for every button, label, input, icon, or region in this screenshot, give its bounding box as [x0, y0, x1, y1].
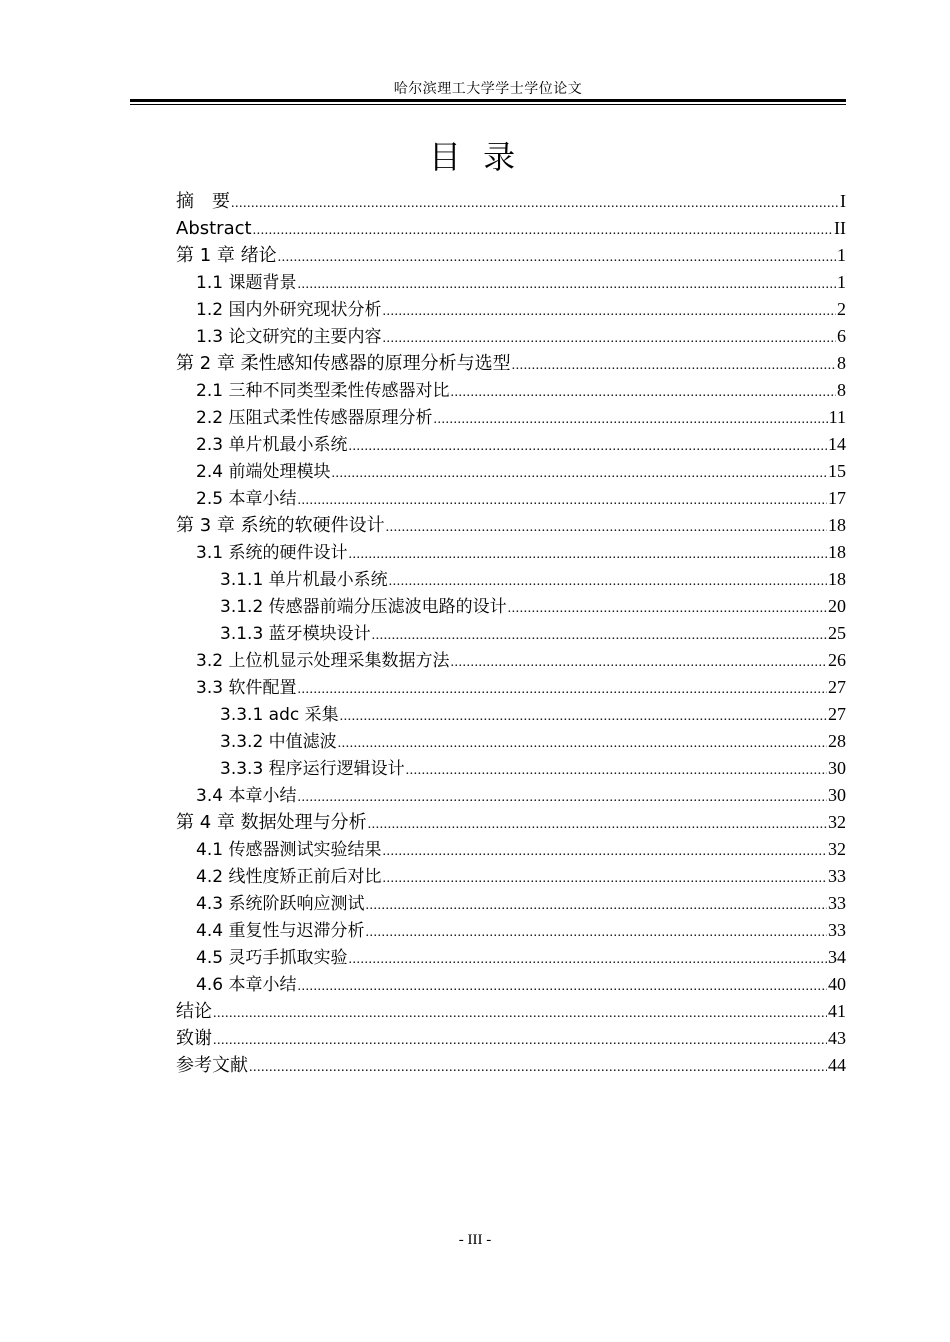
toc-entry-label: 结论	[176, 1001, 212, 1022]
dot-leader	[338, 730, 827, 757]
toc-entry-label: 1.1 课题背景	[196, 273, 297, 293]
toc-entry-label: 2.1 三种不同类型柔性传感器对比	[196, 381, 450, 401]
dot-leader	[382, 325, 836, 352]
toc-entry-label: Abstract	[176, 218, 252, 239]
toc-entry-label: 4.1 传感器测试实验结果	[196, 840, 382, 860]
toc-entry[interactable]	[176, 593, 846, 620]
toc-entry[interactable]	[176, 188, 846, 215]
dot-leader	[365, 892, 827, 919]
toc-entry-page: 18	[828, 515, 846, 535]
toc-entry[interactable]	[176, 998, 846, 1025]
toc-entry[interactable]	[176, 836, 846, 863]
dot-leader	[348, 541, 827, 568]
toc-entry[interactable]	[176, 701, 846, 728]
toc-entry-page: 8	[837, 353, 846, 373]
toc-entry-page: 26	[828, 650, 846, 670]
toc-entry-page: 33	[828, 920, 846, 940]
header-rule-thin	[130, 104, 846, 105]
dot-leader	[340, 703, 827, 730]
toc-entry[interactable]	[176, 620, 846, 647]
dot-leader	[231, 190, 839, 217]
toc-entry[interactable]	[176, 1052, 846, 1079]
toc-entry[interactable]	[176, 647, 846, 674]
toc-entry[interactable]	[176, 458, 846, 485]
dot-leader	[331, 460, 827, 487]
toc-entry-page: 43	[828, 1028, 846, 1048]
header-rule-thick	[130, 99, 846, 102]
toc-entry-page: 20	[828, 596, 846, 616]
toc-entry-page: I	[840, 191, 846, 211]
toc-entry-label: 4.3 系统阶跃响应测试	[196, 894, 365, 914]
toc-entry-page: 33	[828, 893, 846, 913]
toc-entry-label: 2.4 前端处理模块	[196, 462, 331, 482]
toc-entry-label: 参考文献	[176, 1055, 248, 1076]
toc-entry[interactable]	[176, 404, 846, 431]
toc-entry[interactable]	[176, 944, 846, 971]
toc-entry[interactable]	[176, 539, 846, 566]
page-number: - III -	[458, 1232, 492, 1248]
toc-entry-page: 25	[828, 623, 846, 643]
toc-entry-label: 4.6 本章小结	[196, 975, 297, 995]
toc-entry-label: 3.3.1 adc 采集	[220, 705, 339, 725]
toc-entry[interactable]	[176, 566, 846, 593]
toc-entry-label: 4.5 灵巧手抓取实验	[196, 948, 348, 968]
dot-leader	[297, 973, 827, 1000]
dot-leader	[278, 244, 836, 271]
toc-entry[interactable]	[176, 377, 846, 404]
toc-entry[interactable]	[176, 269, 846, 296]
toc-entry[interactable]	[176, 755, 846, 782]
toc-entry-page: 18	[828, 569, 846, 589]
toc-entry-page: 18	[828, 542, 846, 562]
toc-entry-label: 1.2 国内外研究现状分析	[196, 300, 382, 320]
toc-entry-label: 4.4 重复性与迟滞分析	[196, 921, 365, 941]
toc-entry-label: 3.1.1 单片机最小系统	[220, 570, 388, 590]
dot-leader	[382, 865, 827, 892]
dot-leader	[348, 433, 827, 460]
toc-entry-page: 17	[828, 488, 846, 508]
toc-entry-label: 致谢	[176, 1028, 212, 1049]
dot-leader	[297, 784, 827, 811]
toc-entry-label: 3.3.3 程序运行逻辑设计	[220, 759, 405, 779]
toc-entry[interactable]	[176, 485, 846, 512]
toc-entry-label: 摘 要	[176, 191, 230, 212]
toc-entry[interactable]	[176, 215, 846, 242]
dot-leader	[297, 271, 836, 298]
dot-leader	[213, 1027, 827, 1054]
toc-entry[interactable]	[176, 728, 846, 755]
toc-entry[interactable]	[176, 431, 846, 458]
dot-leader	[450, 379, 836, 406]
toc-entry-label: 3.1.3 蓝牙模块设计	[220, 624, 371, 644]
toc-entry-page: II	[834, 218, 846, 238]
dot-leader	[365, 919, 827, 946]
toc-entry[interactable]	[176, 863, 846, 890]
toc-entry-page: 40	[828, 974, 846, 994]
dot-leader	[297, 676, 827, 703]
toc-entry-label: 3.1 系统的硬件设计	[196, 543, 348, 563]
toc-entry-label: 3.1.2 传感器前端分压滤波电路的设计	[220, 597, 507, 617]
toc-entry-page: 30	[828, 785, 846, 805]
dot-leader	[249, 1054, 827, 1081]
dot-leader	[213, 1000, 827, 1027]
toc-entry-label: 2.2 压阻式柔性传感器原理分析	[196, 408, 433, 428]
toc-entry-page: 30	[828, 758, 846, 778]
toc-entry-page: 34	[828, 947, 846, 967]
toc-entry-page: 2	[837, 299, 846, 319]
toc-entry-page: 28	[828, 731, 846, 751]
toc-entry[interactable]	[176, 512, 846, 539]
running-title: 哈尔滨理工大学学士学位论文	[393, 81, 583, 97]
toc-entry-label: 第 2 章 柔性感知传感器的原理分析与选型	[176, 353, 511, 374]
dot-leader	[406, 757, 827, 784]
dot-leader	[297, 487, 827, 514]
dot-leader	[368, 811, 827, 838]
toc-entry-label: 3.3.2 中值滤波	[220, 732, 337, 752]
toc-entry-page: 41	[828, 1001, 846, 1021]
toc-entry[interactable]	[176, 917, 846, 944]
toc-entry-label: 3.3 软件配置	[196, 678, 297, 698]
dot-leader	[372, 622, 827, 649]
dot-leader	[382, 298, 836, 325]
toc-entry-label: 第 3 章 系统的软硬件设计	[176, 515, 385, 536]
toc-entry-page: 32	[828, 812, 846, 832]
toc-entry[interactable]	[176, 809, 846, 836]
dot-leader	[389, 568, 827, 595]
dot-leader	[450, 649, 827, 676]
dot-leader	[382, 838, 827, 865]
toc-entry-page: 44	[828, 1055, 846, 1075]
toc-title: 目 录	[428, 138, 522, 176]
toc-entry[interactable]	[176, 890, 846, 917]
toc-entry-page: 15	[828, 461, 846, 481]
table-of-contents	[176, 188, 846, 1079]
toc-entry-label: 3.4 本章小结	[196, 786, 297, 806]
dot-leader	[386, 514, 827, 541]
dot-leader	[348, 946, 827, 973]
toc-entry[interactable]	[176, 296, 846, 323]
dot-leader	[433, 406, 827, 433]
toc-entry-page: 32	[828, 839, 846, 859]
toc-entry[interactable]	[176, 971, 846, 998]
dot-leader	[253, 217, 833, 244]
toc-entry[interactable]	[176, 1025, 846, 1052]
toc-entry-label: 3.2 上位机显示处理采集数据方法	[196, 651, 450, 671]
toc-entry-page: 1	[837, 245, 846, 265]
toc-entry-page: 8	[837, 380, 846, 400]
toc-entry[interactable]	[176, 350, 846, 377]
toc-entry-page: 11	[828, 407, 846, 427]
toc-entry[interactable]	[176, 242, 846, 269]
toc-entry-label: 第 1 章 绪论	[176, 245, 277, 266]
toc-entry[interactable]	[176, 674, 846, 701]
toc-entry-label: 第 4 章 数据处理与分析	[176, 812, 367, 833]
toc-entry-page: 6	[837, 326, 846, 346]
toc-entry-page: 27	[828, 677, 846, 697]
toc-entry-label: 1.3 论文研究的主要内容	[196, 327, 382, 347]
toc-entry-page: 1	[837, 272, 846, 292]
dot-leader	[508, 595, 827, 622]
toc-entry-label: 4.2 线性度矫正前后对比	[196, 867, 382, 887]
dot-leader	[512, 352, 836, 379]
toc-entry-label: 2.3 单片机最小系统	[196, 435, 348, 455]
toc-entry-label: 2.5 本章小结	[196, 489, 297, 509]
toc-entry[interactable]	[176, 323, 846, 350]
toc-entry-page: 14	[828, 434, 846, 454]
toc-entry-page: 33	[828, 866, 846, 886]
toc-entry-page: 27	[828, 704, 846, 724]
toc-entry[interactable]	[176, 782, 846, 809]
